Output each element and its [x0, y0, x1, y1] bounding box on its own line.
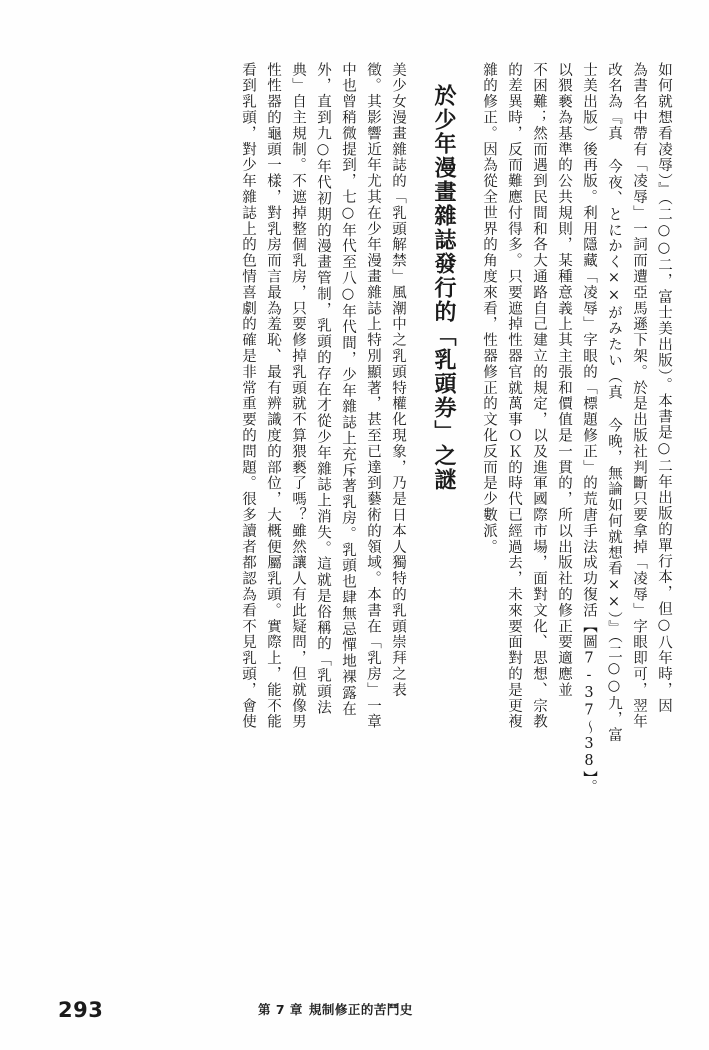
text-column: 看到乳頭，對少年雜誌上的色情喜劇的確是非常重要的問題。很多讀者都認為看不見乳頭，會使: [240, 62, 256, 730]
text-column: 以猥褻為基準的公共規則，某種意義上其主張和價值是一貫的，所以出版社的修正要適應並: [556, 62, 572, 698]
chapter-label: 第 7 章: [258, 1002, 303, 1017]
text-column: 士美出版）後再版。利用隱藏「凌辱」字眼的「標題修正」的荒唐手法成功復活【圖7-37〜38】。: [581, 62, 597, 796]
text-column: 外，直到九○年代初期的漫畫管制，乳頭的存在才從少年雜誌上消失。這就是俗稱的「乳頭法: [315, 62, 331, 716]
text-column: 典」自主規制。不遮掉整個乳房，只要修掉乳頭就不算猥褻了嗎？雖然讓人有此疑問，但就像男: [290, 62, 306, 730]
text-column: 徵。其影響近年尤其在少年漫畫雜誌上特別顯著，甚至已達到藝術的領域。本書在「乳房」一章: [365, 62, 381, 730]
section-heading: 於少年漫畫雜誌發行的「乳頭券」之謎: [431, 84, 457, 492]
page-number: 293: [58, 998, 104, 1022]
footer-chapter: [258, 1000, 413, 1018]
text-column: 改名為『真 今夜、とにかく××がみたい（真 今晚，無論如何就想看××）』（二○○九，富: [606, 62, 622, 744]
vertical-text-body: [46, 62, 671, 962]
text-column: 為書名中帶有「凌辱」一詞而遭亞馬遜下架。於是出版社判斷只要拿掉「凌辱」字眼即可，翌年: [631, 62, 647, 730]
page-footer: [0, 992, 709, 1022]
text-column: 中也曾稍微提到，七○年代至八○年代間，少年雜誌上充斥著乳房。乳頭也肆無忌憚地裸露在: [340, 62, 356, 717]
chapter-title: 規制修正的苦鬥史: [308, 1002, 413, 1017]
text-column: 不困難；然而遇到民間和各大通路自己建立的規定，以及進軍國際市場，面對文化、思想、宗教: [531, 62, 547, 730]
text-column: 的差異時，反而難應付得多。只要遮掉性器官就萬事ＯＫ的時代已經過去，未來要面對的是更複: [506, 62, 522, 730]
text-column: 美少女漫畫雜誌的「乳頭解禁」風潮中之乳頭特權化現象，乃是日本人獨特的乳頭崇拜之表: [390, 62, 406, 698]
text-column: 雜的修正。因為從全世界的角度來看，性器修正的文化反而是少數派。: [481, 62, 497, 555]
text-column: 性性器的龜頭一樣，對乳房而言最為羞恥、最有辨識度的部位，大概便屬乳頭。實際上，能不能: [265, 62, 281, 730]
text-column: 如何就想看凌辱）』（二○○二，富士美出版）。本書是○二年出版的單行本，但○八年時，因: [656, 62, 672, 715]
